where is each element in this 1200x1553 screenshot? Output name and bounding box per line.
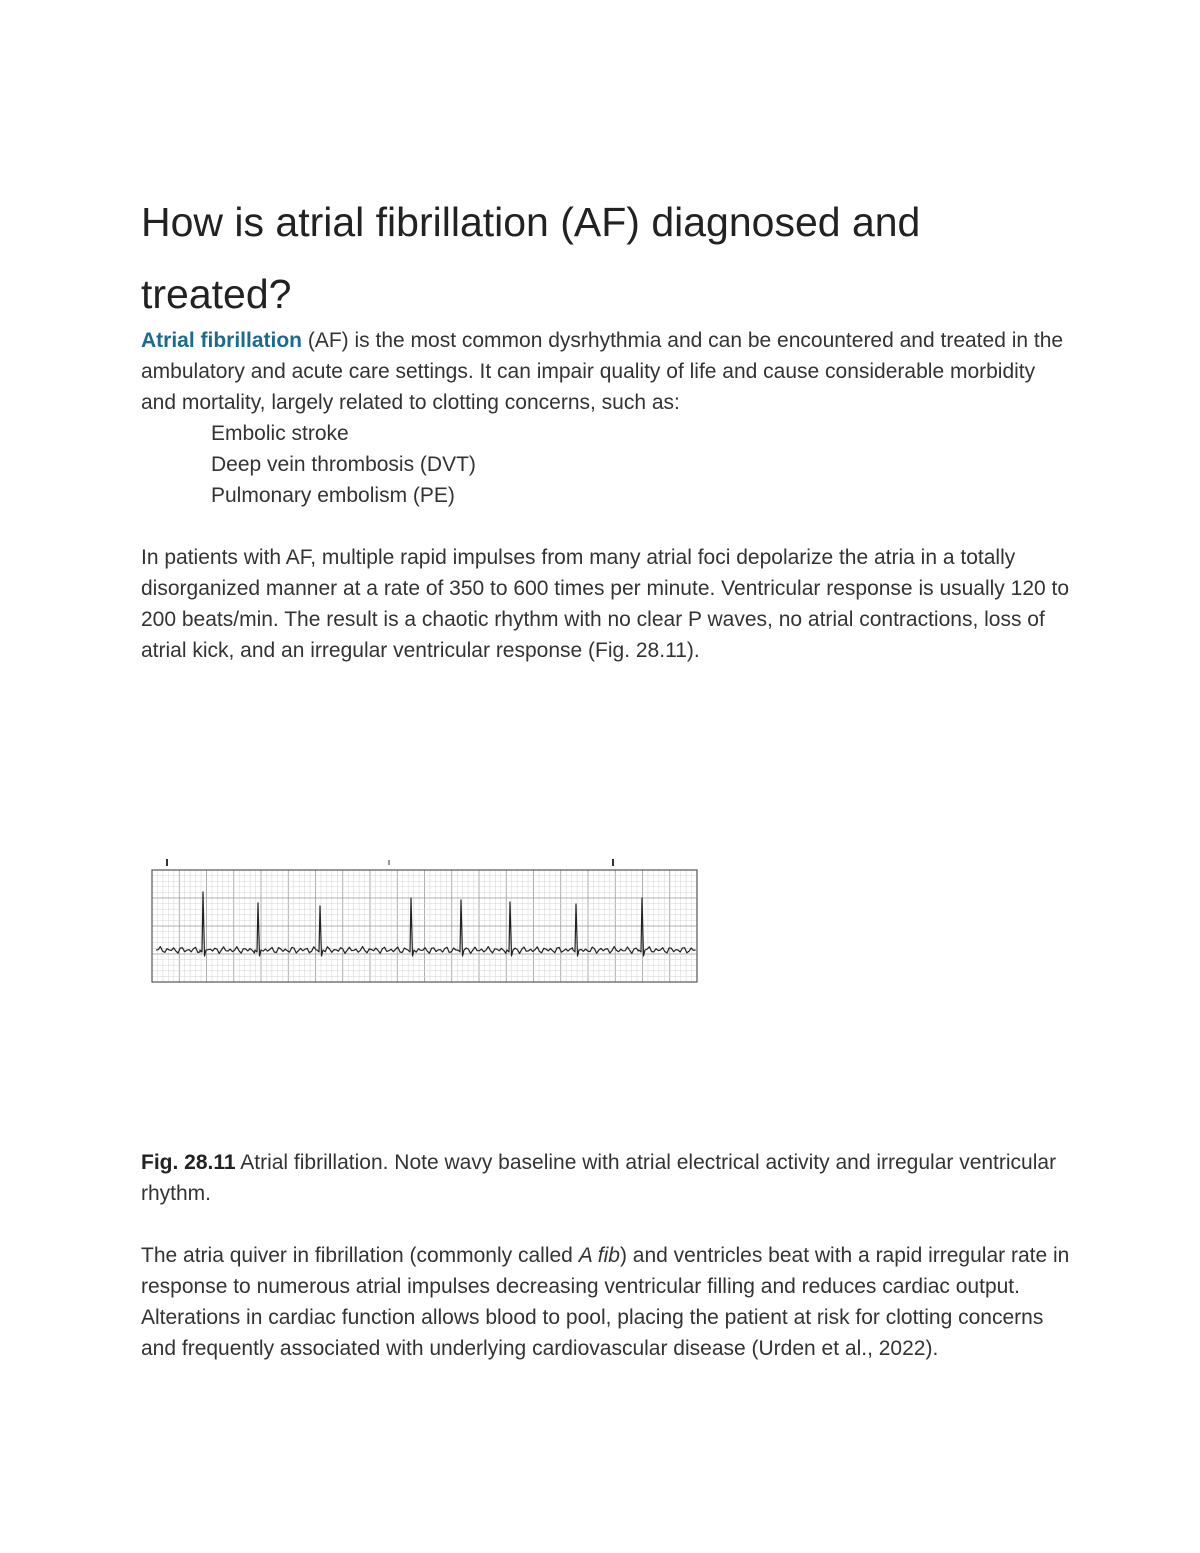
- ecg-markers: [167, 859, 613, 866]
- ecg-strip-image: [148, 855, 701, 985]
- p3-italic: A fib: [578, 1244, 620, 1267]
- figure-caption-text: Atrial fibrillation. Note wavy baseline with atrial electrical activity and irregular ventricular rhythm.: [141, 1151, 1057, 1205]
- intro-text: (AF) is the most common dysrhythmia and can be encountered and treated in the ambulatory and acute care settings. It can impair quality of life and cause considerable morbidity and mortality, largely related to clotting concerns, such as:: [141, 329, 1064, 414]
- intro-paragraph: [141, 325, 1071, 418]
- af-consequences-paragraph: [141, 1240, 1071, 1364]
- page-title: How is atrial fibrillation (AF) diagnosed and treated?: [141, 199, 921, 317]
- p3-before: The atria quiver in fibrillation (commonly called: [141, 1244, 579, 1267]
- term-atrial-fibrillation: Atrial fibrillation: [141, 329, 303, 352]
- list-item: Deep vein thrombosis (DVT): [211, 453, 476, 476]
- list-item: Pulmonary embolism (PE): [211, 484, 455, 507]
- list-item: Embolic stroke: [211, 422, 349, 445]
- figure-caption: [141, 1147, 1071, 1209]
- af-mechanism-paragraph: In patients with AF, multiple rapid impulses from many atrial foci depolarize the atria in a totally disorganized manner at a rate of 350 to 600 times per minute. Ventricular response is usually 120 to 200 beats/min. The result is a chaotic rhythm with no clear P waves, no atrial contractions, loss of atrial kick, and an irregular ventricular response (Fig. 28.11).: [141, 546, 1070, 662]
- p3-after: ) and ventricles beat with a rapid irregular rate in response to numerous atrial impulses decreasing ventricular filling and reduces cardiac output. Alterations in cardiac function allows blood to pool, placing the patient at risk for clotting concerns and frequently associated with underlying cardiovascular disease (Urden et al., 2022).: [141, 1244, 1070, 1360]
- ecg-trace: [156, 892, 696, 956]
- ecg-grid: [152, 870, 697, 982]
- figure-label: Fig. 28.11: [141, 1151, 236, 1174]
- clotting-concerns-list: [211, 418, 476, 511]
